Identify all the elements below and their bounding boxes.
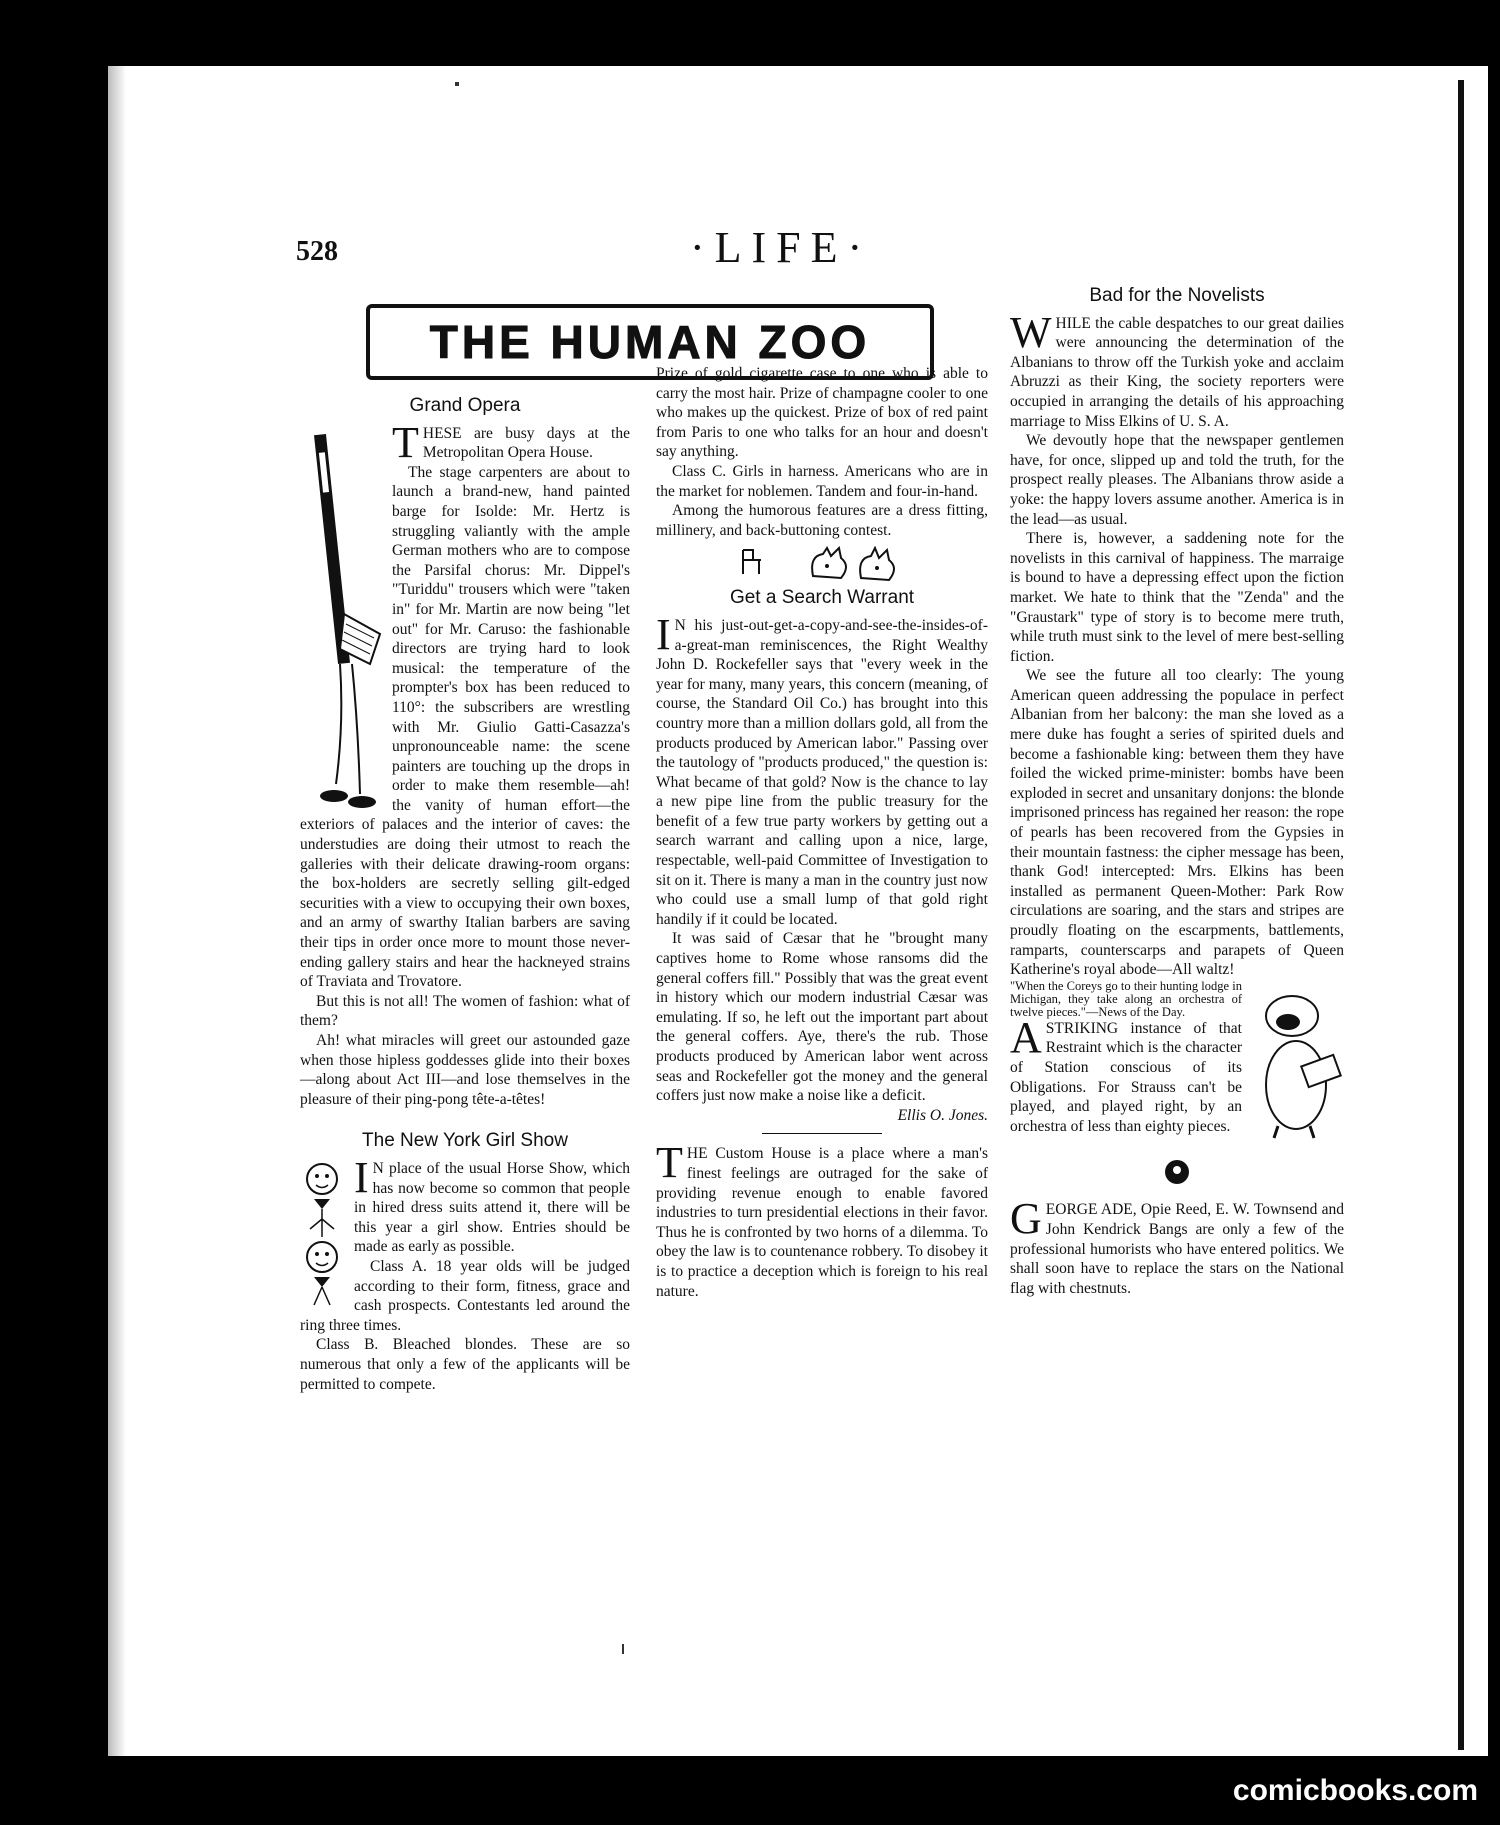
paragraph: HE Custom House is a place where a man's finest feelings are outraged for the sake of providing revenue enough to enable favored industries to turn presidential elections in their favor. Thus he is confronted by two horns of a dilemma. To obey the law is to countenance robbery. To disobey it is to practice a deception which is foreign to his real nature. xyxy=(656,1145,988,1300)
column-3 xyxy=(1010,286,1344,1298)
paragraph: EORGE ADE, Opie Reed, E. W. Townsend and John Kendrick Bangs are only a few of the professional humorists who have entered politics. We shall soon have to replace the stars on the National flag with chestnuts. xyxy=(1010,1201,1344,1297)
paragraph: But this is not all! The women of fashion: what of them? xyxy=(300,992,630,1030)
print-speck xyxy=(455,82,459,86)
paragraph: HESE are busy days at the Metropolitan Opera House. xyxy=(422,424,630,462)
paragraph: There is, however, a saddening note for the novelists in this carnival of happiness. The marraige is bound to have a depressing effect upon the fiction market. We hate to think that the "Zenda" and the "Graustark" type of story is to become mere truth, while truth must sink to the level of mere best-selling fiction. xyxy=(1010,530,1344,665)
source-watermark: comicbooks.com xyxy=(1232,1774,1478,1807)
news-quote: "When the Coreys go to their hunting lodge in Michigan, they take along an orchestra of twelve pieces."—News of the Day. xyxy=(1010,978,1242,1019)
paragraph: Among the humorous features are a dress fitting, millinery, and back-buttoning contest. xyxy=(656,502,988,539)
dropcap: G xyxy=(1010,1194,1042,1244)
author-signature: Ellis O. Jones. xyxy=(897,1106,988,1124)
feature-title: THE HUMAN ZOO xyxy=(429,316,871,368)
chair-icon xyxy=(739,546,765,576)
ornament-icon xyxy=(1163,1158,1191,1186)
paragraph: N place of the usual Horse Show, which has now become so common that people in hired dress suits attend it, there will be this year a girl show. Entries should be made as early as possible. xyxy=(354,1159,630,1256)
paragraph: Prize of gold cigarette case to one who is able to carry the most hair. Prize of champagne cooler to one who makes up the quickest. Prize of box of red paint from Paris to one who talks for an hour and doesn't say anything. xyxy=(656,365,988,461)
search-warrant-heading: Get a Search Warrant xyxy=(729,587,915,609)
paragraph: It was said of Cæsar that he "brought many captives home to Rome whose ransoms did the general coffers fill." Possibly that was the great event in history which our modern industrial Cæsar was emulating. If so, he left out the important part about the general coffers. Aye, there's the rub. Those products produced by American labor went across seas and Rockefeller got the money and the general coffers just now make a noise like a deficit. xyxy=(656,930,988,1105)
cats-icon xyxy=(805,546,905,584)
conductor-baton-illustration xyxy=(300,424,384,814)
paragraph: Class B. Bleached blondes. These are so numerous that only a few of the applicants will be permitted to compete. xyxy=(300,1336,630,1393)
grand-opera-heading: Grand Opera xyxy=(409,395,521,416)
page-number: 528 xyxy=(296,236,338,267)
paragraph: We see the future all too clearly: The young American queen addressing the populace in perfect Albanian from her balcony: the man she loved as a mere duke has fought a series of spirited duels and become a fashionable king: between them they have foiled the wicked prime-minister: bombs have been exploded in secret and unsanitary donjons: the blonde imprisoned princess has regained her reason: the rope of pearls has been recovered from the Gypsies in their mountain fastness: the cipher message has been, thank God! intercepted: Mrs. Elkins has been installed as permanent Queen-Mother: Park Row circulations are soaring, and the stars and stripes are proudly floating on the escarpments, battlements, ramparts, counterscarps and parapets of Queen Katherine's royal abode—All waltz! xyxy=(1010,667,1344,979)
paragraph: HILE the cable despatches to our great dailies were announcing the determination of the Albanians to throw off the Turkish yoke and acclaim Abruzzi as their King, the society reporters were occupied in arranging the details of his approaching marriage to Miss Elkins of U. S. A. xyxy=(1010,314,1344,430)
dropcap: A xyxy=(1010,1012,1042,1062)
paragraph: STRIKING instance of that Restraint which is the character of Station conscious of its Obligations. For Strauss can't be played, and played right, by an orchestra of less than eighty pieces. xyxy=(1010,1019,1242,1135)
girl-faces-illustration xyxy=(300,1159,346,1309)
paragraph: Ah! what miracles will greet our astounded gaze when those hipless goddesses glide into their boxes—along about Act III—and lose themselves in the pleasure of their ping-pong tête-a-têtes! xyxy=(300,1032,630,1108)
column-1 xyxy=(300,396,630,1394)
paragraph: The stage carpenters are about to launch a brand-new, hand painted barge for Isolde: Mr. Hertz is struggling valiantly with the ample German mothers who are to compose the Parsifal chorus: Mr. Dippel's "Turiddu" trousers which were "taken in" for Mr. Martin are now being "let out" for Mr. Caruso: the fashionable directors are trying hard to look musical: the temperature of the prompter's box has been reduced to 110°: the subscribers are wrestling with Mr. Giulio Gatti-Casazza's unpronounceable name: the scene painters are touching up the drops in order to make them resemble—ah! the vanity of human effort—the exteriors of palaces and the interior of caves: the understudies are doing their utmost to reach the galleries with their delicate drawing-room organs: the box-holders are secretly selling gilt-edged securities with a view to occupying their own boxes, and an army of swarthy Italian barbers are saving their tips in order once more to mount those never-ending gallery stairs and hear the hackneyed strains of Traviata and Trovatore. xyxy=(300,463,630,991)
dropcap: I xyxy=(656,609,671,659)
section-ornament xyxy=(1010,1158,1344,1186)
divider xyxy=(762,1133,882,1134)
next-page-edge xyxy=(1458,80,1464,1750)
section-ornament xyxy=(656,546,988,584)
dropcap: I xyxy=(354,1152,369,1202)
dropcap: W xyxy=(1010,307,1052,357)
masthead: ·LIFE· xyxy=(690,223,873,272)
novelists-heading: Bad for the Novelists xyxy=(1089,285,1265,306)
dropcap: T xyxy=(656,1138,683,1188)
girl-show-heading: The New York Girl Show xyxy=(362,1130,568,1152)
hippo-waiter-illustration xyxy=(1248,990,1344,1140)
print-speck xyxy=(622,1644,624,1654)
paragraph: N his just-out-get-a-copy-and-see-the-insides-of-a-great-man reminiscences, the Right Wealthy John D. Rockefeller says that "every week in the year for many, many years, this concern (meaning, of course, the Standard Oil Co.) has brought into this country more than a million dollars gold, all from the products produced by American labor." Passing over the tautology of "products produced," the question is: What became of that gold? Now is the chance to lay a new pipe line from the public treasury for the benefit of a few true party workers by getting out a search warrant and calling upon a nice, large, respectable, well-paid Committee of Investigation to sit on it. There is many a man in the country just now who could use a small lump of that gold right handily if it could be located. xyxy=(656,616,988,928)
paragraph: Class A. 18 year olds will be judged according to their form, fitness, grace and cash prospects. Contestants led around the ring three times. xyxy=(300,1257,630,1334)
paragraph: We devoutly hope that the newspaper gentlemen have, for once, slipped up and told the truth, for the prospect really pleases. The Albanians throw aside a yoke: the happy lovers assume another. America is in the lead—as usual. xyxy=(1010,432,1344,528)
column-2 xyxy=(656,364,988,1301)
paragraph: Class C. Girls in harness. Americans who are in the market for noblemen. Tandem and four-in-hand. xyxy=(656,462,988,500)
page-spine-shadow xyxy=(108,66,126,1756)
dropcap: T xyxy=(392,417,419,467)
